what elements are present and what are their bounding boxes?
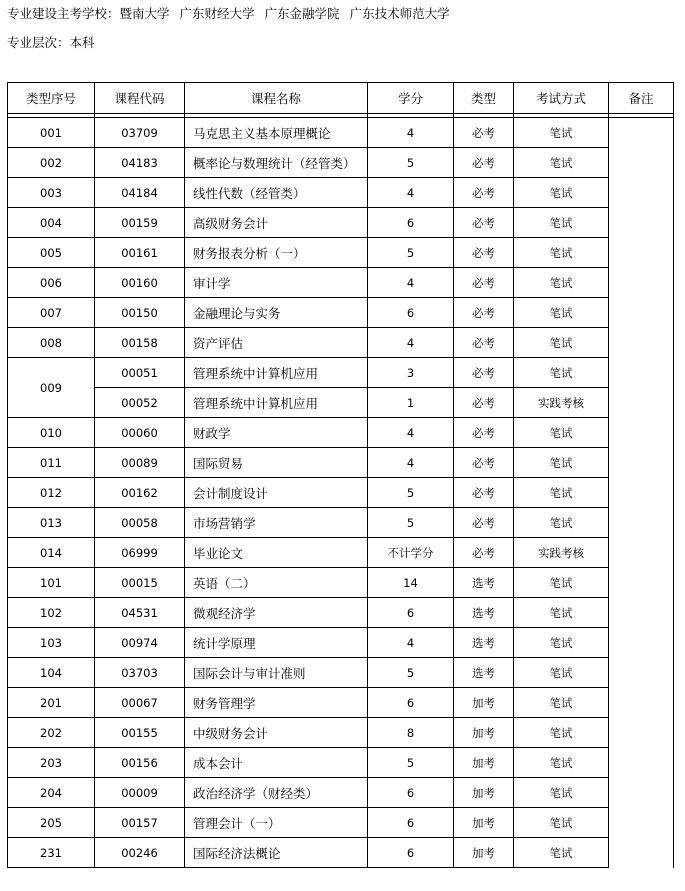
school-name: 广东财经大学 bbox=[179, 6, 255, 21]
cell-type: 必考 bbox=[454, 298, 514, 328]
cell-code: 00060 bbox=[95, 418, 185, 448]
cell-type: 必考 bbox=[454, 358, 514, 388]
cell-credit: 14 bbox=[368, 568, 454, 598]
cell-type: 必考 bbox=[454, 178, 514, 208]
cell-exam: 笔试 bbox=[514, 778, 609, 808]
cell-credit: 3 bbox=[368, 358, 454, 388]
cell-name: 审计学 bbox=[185, 268, 368, 298]
cell-note bbox=[609, 118, 674, 868]
table-row bbox=[8, 778, 674, 808]
cell-seq: 012 bbox=[8, 478, 95, 508]
cell-type: 必考 bbox=[454, 208, 514, 238]
cell-exam: 笔试 bbox=[514, 808, 609, 838]
cell-exam: 笔试 bbox=[514, 328, 609, 358]
cell-type: 必考 bbox=[454, 148, 514, 178]
cell-type: 加考 bbox=[454, 688, 514, 718]
cell-seq: 011 bbox=[8, 448, 95, 478]
column-header-credit: 学分 bbox=[368, 83, 454, 114]
cell-type: 必考 bbox=[454, 388, 514, 418]
cell-credit: 4 bbox=[368, 268, 454, 298]
cell-seq: 203 bbox=[8, 748, 95, 778]
cell-code: 00052 bbox=[95, 388, 185, 418]
cell-exam: 笔试 bbox=[514, 568, 609, 598]
cell-exam: 笔试 bbox=[514, 628, 609, 658]
cell-exam: 笔试 bbox=[514, 448, 609, 478]
cell-credit: 4 bbox=[368, 418, 454, 448]
cell-type: 必考 bbox=[454, 478, 514, 508]
cell-seq: 005 bbox=[8, 238, 95, 268]
cell-exam: 笔试 bbox=[514, 508, 609, 538]
schools-label: 专业建设主考学校： bbox=[7, 6, 120, 21]
table-row bbox=[8, 718, 674, 748]
cell-name: 财务管理学 bbox=[185, 688, 368, 718]
table-row bbox=[8, 598, 674, 628]
table-row bbox=[8, 448, 674, 478]
cell-type: 选考 bbox=[454, 568, 514, 598]
column-header-exam: 考试方式 bbox=[514, 83, 609, 114]
school-list bbox=[120, 6, 460, 21]
cell-code: 03709 bbox=[95, 118, 185, 148]
cell-seq: 102 bbox=[8, 598, 95, 628]
cell-exam: 笔试 bbox=[514, 268, 609, 298]
cell-code: 00089 bbox=[95, 448, 185, 478]
table-row bbox=[8, 148, 674, 178]
column-header-code: 课程代码 bbox=[95, 83, 185, 114]
cell-exam: 笔试 bbox=[514, 148, 609, 178]
cell-code: 04183 bbox=[95, 148, 185, 178]
cell-exam: 笔试 bbox=[514, 418, 609, 448]
cell-credit: 5 bbox=[368, 748, 454, 778]
table-row bbox=[8, 418, 674, 448]
table-row bbox=[8, 268, 674, 298]
cell-credit: 6 bbox=[368, 298, 454, 328]
cell-credit: 5 bbox=[368, 238, 454, 268]
cell-exam: 笔试 bbox=[514, 598, 609, 628]
cell-credit: 6 bbox=[368, 838, 454, 868]
cell-type: 必考 bbox=[454, 418, 514, 448]
table-row bbox=[8, 328, 674, 358]
cell-type: 加考 bbox=[454, 808, 514, 838]
cell-type: 选考 bbox=[454, 658, 514, 688]
table-row bbox=[8, 118, 674, 148]
cell-code: 00067 bbox=[95, 688, 185, 718]
cell-code: 00009 bbox=[95, 778, 185, 808]
cell-seq: 014 bbox=[8, 538, 95, 568]
cell-name: 会计制度设计 bbox=[185, 478, 368, 508]
table-row bbox=[8, 208, 674, 238]
table-row bbox=[8, 238, 674, 268]
school-name: 暨南大学 bbox=[119, 6, 170, 21]
cell-credit: 4 bbox=[368, 628, 454, 658]
table-row bbox=[8, 538, 674, 568]
cell-credit: 4 bbox=[368, 448, 454, 478]
cell-exam: 笔试 bbox=[514, 718, 609, 748]
cell-credit: 8 bbox=[368, 718, 454, 748]
cell-credit: 6 bbox=[368, 778, 454, 808]
cell-type: 加考 bbox=[454, 838, 514, 868]
cell-seq: 231 bbox=[8, 838, 95, 868]
cell-name: 英语（二） bbox=[185, 568, 368, 598]
cell-name: 高级财务会计 bbox=[185, 208, 368, 238]
table-header-row bbox=[8, 83, 674, 114]
cell-code: 06999 bbox=[95, 538, 185, 568]
cell-type: 必考 bbox=[454, 238, 514, 268]
cell-credit: 1 bbox=[368, 388, 454, 418]
school-name: 广东技术师范大学 bbox=[349, 6, 450, 21]
cell-code: 00974 bbox=[95, 628, 185, 658]
cell-type: 必考 bbox=[454, 538, 514, 568]
column-header-seq: 类型序号 bbox=[8, 83, 95, 114]
school-name: 广东金融学院 bbox=[264, 6, 340, 21]
cell-name: 国际会计与审计准则 bbox=[185, 658, 368, 688]
table-row bbox=[8, 748, 674, 778]
cell-seq: 003 bbox=[8, 178, 95, 208]
table-row bbox=[8, 658, 674, 688]
cell-name: 成本会计 bbox=[185, 748, 368, 778]
cell-type: 加考 bbox=[454, 718, 514, 748]
cell-code: 00161 bbox=[95, 238, 185, 268]
cell-code: 00156 bbox=[95, 748, 185, 778]
cell-credit: 5 bbox=[368, 508, 454, 538]
cell-seq: 002 bbox=[8, 148, 95, 178]
table-body bbox=[8, 114, 674, 868]
cell-exam: 笔试 bbox=[514, 748, 609, 778]
cell-code: 00160 bbox=[95, 268, 185, 298]
cell-name: 中级财务会计 bbox=[185, 718, 368, 748]
cell-name: 金融理论与实务 bbox=[185, 298, 368, 328]
cell-exam: 笔试 bbox=[514, 298, 609, 328]
cell-seq: 007 bbox=[8, 298, 95, 328]
cell-credit: 6 bbox=[368, 808, 454, 838]
cell-seq: 202 bbox=[8, 718, 95, 748]
cell-seq: 010 bbox=[8, 418, 95, 448]
cell-credit: 6 bbox=[368, 598, 454, 628]
cell-type: 加考 bbox=[454, 778, 514, 808]
cell-exam: 笔试 bbox=[514, 658, 609, 688]
cell-code: 00162 bbox=[95, 478, 185, 508]
cell-seq: 013 bbox=[8, 508, 95, 538]
cell-exam: 实践考核 bbox=[514, 538, 609, 568]
column-header-type: 类型 bbox=[454, 83, 514, 114]
cell-seq: 006 bbox=[8, 268, 95, 298]
cell-credit: 4 bbox=[368, 328, 454, 358]
cell-name: 政治经济学（财经类） bbox=[185, 778, 368, 808]
cell-exam: 实践考核 bbox=[514, 388, 609, 418]
cell-code: 00159 bbox=[95, 208, 185, 238]
cell-type: 必考 bbox=[454, 328, 514, 358]
cell-name: 毕业论文 bbox=[185, 538, 368, 568]
cell-type: 必考 bbox=[454, 118, 514, 148]
cell-seq: 103 bbox=[8, 628, 95, 658]
table-row bbox=[8, 838, 674, 868]
cell-seq: 104 bbox=[8, 658, 95, 688]
cell-code: 04531 bbox=[95, 598, 185, 628]
cell-name: 管理系统中计算机应用 bbox=[185, 388, 368, 418]
cell-type: 加考 bbox=[454, 748, 514, 778]
cell-exam: 笔试 bbox=[514, 118, 609, 148]
cell-name: 国际贸易 bbox=[185, 448, 368, 478]
cell-name: 管理会计（一） bbox=[185, 808, 368, 838]
cell-seq: 009 bbox=[8, 358, 95, 418]
level-value: 本科 bbox=[69, 35, 95, 50]
cell-code: 00246 bbox=[95, 838, 185, 868]
table-row bbox=[8, 688, 674, 718]
table-row bbox=[8, 298, 674, 328]
cell-credit: 4 bbox=[368, 118, 454, 148]
cell-credit: 5 bbox=[368, 478, 454, 508]
course-table bbox=[7, 82, 674, 868]
cell-name: 财政学 bbox=[185, 418, 368, 448]
cell-name: 概率论与数理统计（经管类） bbox=[185, 148, 368, 178]
cell-credit: 6 bbox=[368, 208, 454, 238]
cell-code: 04184 bbox=[95, 178, 185, 208]
level-line bbox=[7, 33, 95, 51]
table-row bbox=[8, 478, 674, 508]
cell-seq: 101 bbox=[8, 568, 95, 598]
cell-name: 微观经济学 bbox=[185, 598, 368, 628]
cell-name: 市场营销学 bbox=[185, 508, 368, 538]
cell-name: 资产评估 bbox=[185, 328, 368, 358]
cell-type: 必考 bbox=[454, 508, 514, 538]
cell-code: 00051 bbox=[95, 358, 185, 388]
cell-name: 线性代数（经管类） bbox=[185, 178, 368, 208]
table-row bbox=[8, 358, 674, 388]
cell-code: 03703 bbox=[95, 658, 185, 688]
cell-code: 00015 bbox=[95, 568, 185, 598]
cell-credit: 4 bbox=[368, 178, 454, 208]
cell-exam: 笔试 bbox=[514, 838, 609, 868]
cell-seq: 205 bbox=[8, 808, 95, 838]
cell-credit: 5 bbox=[368, 148, 454, 178]
cell-exam: 笔试 bbox=[514, 208, 609, 238]
cell-exam: 笔试 bbox=[514, 358, 609, 388]
cell-exam: 笔试 bbox=[514, 688, 609, 718]
cell-seq: 008 bbox=[8, 328, 95, 358]
cell-type: 选考 bbox=[454, 598, 514, 628]
cell-credit: 不计学分 bbox=[368, 538, 454, 568]
cell-type: 必考 bbox=[454, 448, 514, 478]
cell-seq: 204 bbox=[8, 778, 95, 808]
cell-seq: 001 bbox=[8, 118, 95, 148]
cell-type: 必考 bbox=[454, 268, 514, 298]
cell-seq: 201 bbox=[8, 688, 95, 718]
cell-name: 财务报表分析（一） bbox=[185, 238, 368, 268]
level-label: 专业层次： bbox=[7, 35, 70, 50]
cell-code: 00158 bbox=[95, 328, 185, 358]
cell-code: 00058 bbox=[95, 508, 185, 538]
table-row bbox=[8, 388, 674, 418]
table-row bbox=[8, 568, 674, 598]
cell-exam: 笔试 bbox=[514, 178, 609, 208]
cell-code: 00150 bbox=[95, 298, 185, 328]
cell-exam: 笔试 bbox=[514, 238, 609, 268]
cell-code: 00157 bbox=[95, 808, 185, 838]
column-header-name: 课程名称 bbox=[185, 83, 368, 114]
table-row bbox=[8, 178, 674, 208]
cell-name: 管理系统中计算机应用 bbox=[185, 358, 368, 388]
cell-type: 选考 bbox=[454, 628, 514, 658]
cell-exam: 笔试 bbox=[514, 478, 609, 508]
table-row bbox=[8, 628, 674, 658]
cell-seq: 004 bbox=[8, 208, 95, 238]
table-row bbox=[8, 808, 674, 838]
cell-credit: 5 bbox=[368, 658, 454, 688]
column-header-note: 备注 bbox=[609, 83, 674, 114]
cell-name: 马克思主义基本原理概论 bbox=[185, 118, 368, 148]
table-row bbox=[8, 508, 674, 538]
schools-line bbox=[7, 4, 460, 22]
cell-credit: 6 bbox=[368, 688, 454, 718]
cell-name: 统计学原理 bbox=[185, 628, 368, 658]
cell-name: 国际经济法概论 bbox=[185, 838, 368, 868]
cell-code: 00155 bbox=[95, 718, 185, 748]
